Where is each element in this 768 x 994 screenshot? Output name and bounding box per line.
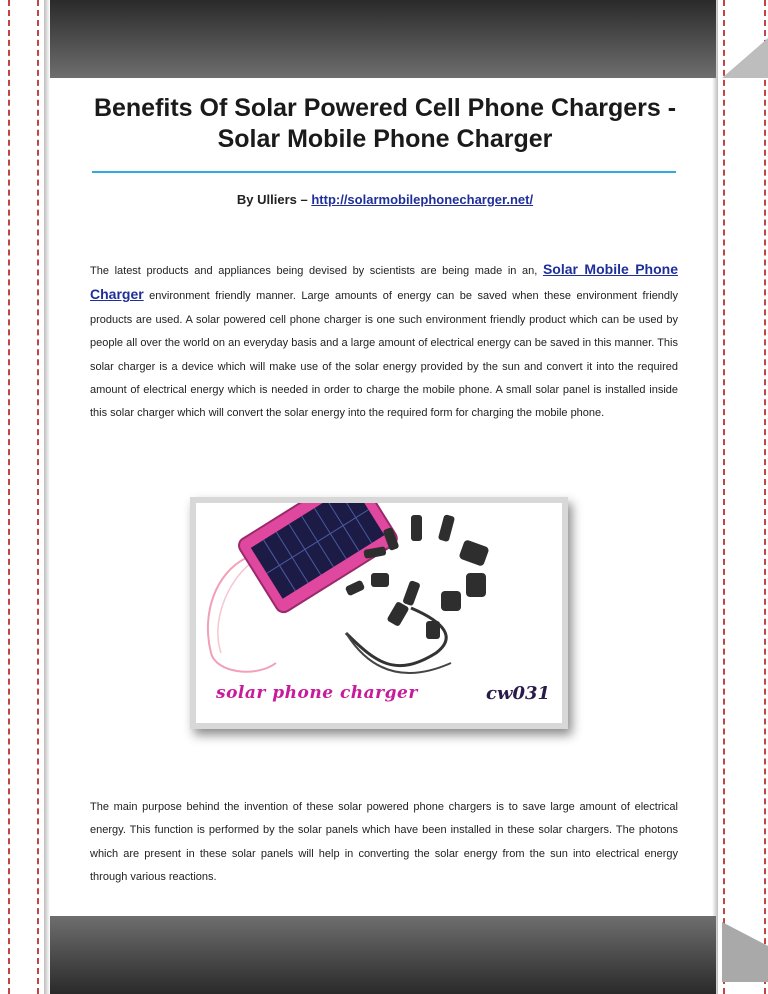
right-shadow [712, 0, 718, 994]
intro-text-rest: environment friendly manner. Large amounts of energy can be saved when these environment friendly products are used. A solar powered cell phone charger is one such environment friendly product which can be used by people all over the world on an everyday basis and a large amount of electrical energy can be saved in this manner. This solar charger is a device which will make use of the solar energy provided by the sun and convert it into the required amount of electrical energy which is needed in order to charge the mobile phone. A small solar panel is installed inside this solar charger which will convert the solar energy into the required form for charging the mobile phone. [90, 290, 678, 420]
title-divider [92, 171, 676, 173]
intro-text-start: The latest products and appliances being devised by scientists are being made in an, [90, 265, 543, 277]
paragraph-intro [90, 258, 678, 426]
header-bar [50, 0, 716, 78]
page-title: Benefits Of Solar Powered Cell Phone Chargers - Solar Mobile Phone Charger [93, 94, 677, 153]
footer-bar [50, 916, 716, 994]
left-shadow [44, 0, 50, 994]
keyword-link[interactable]: Solar Mobile Phone Charger [90, 261, 678, 303]
byline-author: By Ulliers – [236, 192, 312, 207]
paragraph-purpose: The main purpose behind the invention of these solar powered phone chargers is to save large amount of electrical energy. This function is performed by the solar panels which have been installed in these solar chargers. The photons which are present in these solar panels will help in converting the solar energy from the sun into electrical energy through various reactions. [90, 801, 678, 884]
right-page-border [716, 0, 768, 994]
photo-caption: solar phone charger [216, 683, 418, 703]
product-photo [190, 497, 568, 729]
site-link[interactable]: http://solarmobilephonecharger.net/ [311, 192, 534, 207]
byline [90, 192, 680, 207]
left-page-border [0, 0, 46, 994]
photo-code: cw031 [486, 683, 551, 704]
